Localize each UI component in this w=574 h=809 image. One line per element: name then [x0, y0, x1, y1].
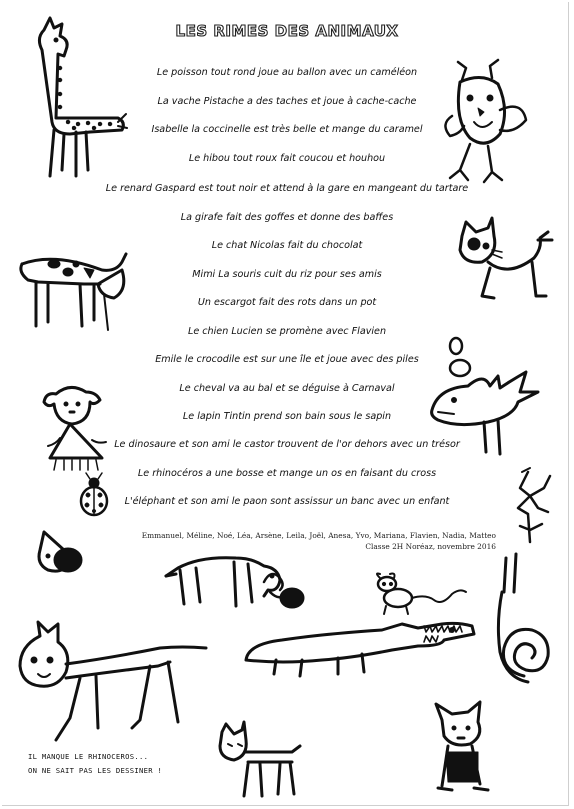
small-animal-drawing: [34, 528, 90, 576]
handwritten-note-line1: IL MANQUE LE RHINOCEROS...: [28, 752, 149, 761]
cat-drawing: [452, 218, 557, 313]
handwritten-note-line2: ON NE SAIT PAS LES DESSINER !: [28, 766, 163, 775]
rhyme-line: Emile le crocodile est sur une île et joue avec des piles: [155, 354, 419, 365]
rhyme-line: Le chien Lucien se promène avec Flavien: [187, 326, 387, 337]
cow-drawing: [14, 250, 134, 335]
rhyme-line: Le chat Nicolas fait du chocolat: [211, 240, 363, 251]
rhyme-line: Un escargot fait des rots dans un pot: [197, 297, 377, 308]
credits-class: Classe 2H Noréaz, novembre 2016: [365, 542, 496, 551]
horse-drawing: [10, 618, 210, 746]
page-title: LES RIMES DES ANIMAUX: [175, 22, 399, 40]
rhyme-line: Le rhinocéros a une bosse et mange un os en faisant du cross: [137, 468, 437, 479]
rhyme-line: L'éléphant et son ami le paon sont assissur un banc avec un enfant: [124, 496, 450, 507]
owl-drawing: [440, 60, 540, 185]
standing-animal-drawing: [428, 700, 500, 800]
bird-drawing: [500, 468, 560, 548]
ladybug-drawing: [78, 473, 112, 519]
crocodile-drawing: [242, 612, 482, 682]
rhyme-line: Le dinosaure et son ami le castor trouvent de l'or dehors avec un trésor: [114, 439, 460, 450]
rhyme-line: Le lapin Tintin prend son bain sous le sapin: [182, 411, 392, 422]
dinosaur-drawing: [428, 336, 548, 461]
rhyme-line: Le hibou tout roux fait coucou et houhou: [188, 153, 386, 164]
rhyme-line: La girafe fait des goffes et donne des baffes: [180, 212, 394, 223]
rhyme-line: Le cheval va au bal et se déguise à Carnaval: [179, 383, 395, 394]
rhyme-line: Isabelle la coccinelle est très belle et mange du caramel: [151, 124, 423, 135]
giraffe-drawing: [30, 10, 130, 185]
rhyme-line: La vache Pistache a des taches et joue à cache-cache: [157, 96, 417, 107]
elephant-drawing: [160, 552, 310, 617]
rhyme-line: Le poisson tout rond joue au ballon avec un caméléon: [156, 67, 418, 78]
snail-drawing: [488, 552, 558, 692]
rhyme-line: Le renard Gaspard est tout noir et attend à la gare en mangeant du tartare: [105, 183, 469, 194]
fox-drawing: [212, 722, 302, 802]
rhyme-line: Mimi La souris cuit du riz pour ses amis: [192, 269, 382, 280]
credits-names: Emmanuel, Méline, Noé, Léa, Arsène, Leila, Joël, Anesa, Yvo, Mariana, Flavien, Nadia, Matteo: [141, 531, 496, 540]
dog-drawing: [42, 382, 108, 472]
